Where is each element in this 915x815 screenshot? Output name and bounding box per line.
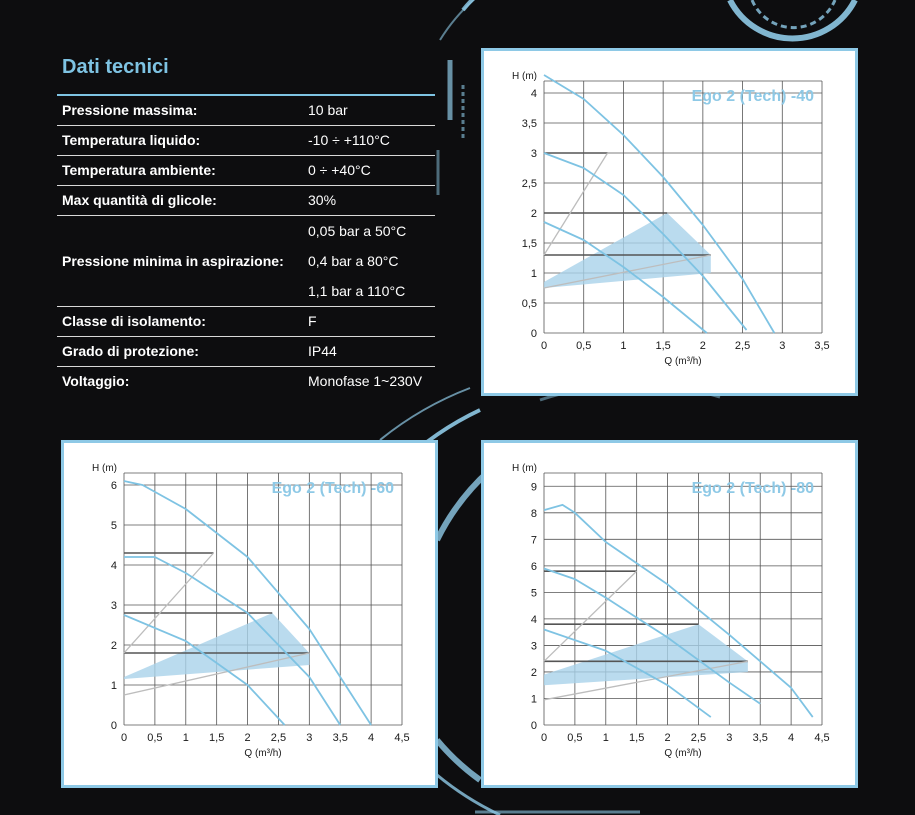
y-tick-label: 1 (530, 693, 537, 706)
spec-label: Temperatura ambiente: (57, 155, 308, 185)
spec-row (57, 95, 435, 125)
y-tick-label: 3 (110, 600, 117, 612)
operating-area (544, 213, 711, 288)
y-axis-label: H (m) (92, 463, 117, 474)
y-tick-label: 0 (530, 720, 537, 732)
y-tick-label: 1 (530, 268, 537, 280)
chart-ego2-60 (64, 443, 435, 785)
x-tick-label: 2,5 (270, 732, 287, 744)
chart-panel-ego2-80 (481, 440, 858, 788)
x-tick-label: 1 (620, 340, 627, 352)
x-tick-label: 1,5 (655, 340, 671, 352)
y-tick-label: 4 (530, 613, 537, 626)
spec-row (57, 336, 435, 366)
x-tick-label: 3,5 (752, 732, 768, 744)
x-tick-label: 4 (368, 732, 375, 744)
y-tick-label: 9 (530, 481, 537, 494)
spec-row (57, 125, 435, 155)
section-title: Dati tecnici (62, 56, 169, 78)
y-tick-label: 8 (530, 507, 537, 520)
specs-table (57, 94, 435, 396)
x-axis-label: Q (m³/h) (244, 748, 282, 759)
chart-panel-ego2-40 (481, 48, 858, 396)
x-tick-label: 1 (182, 732, 189, 744)
chart-title: Ego 2 (Tech) -60 (271, 480, 394, 497)
control-line-proportional-high (544, 153, 608, 255)
spec-value: 10 bar (308, 95, 435, 125)
spec-value: Monofase 1~230V (308, 366, 435, 396)
spec-row (57, 306, 435, 336)
y-tick-label: 1,5 (521, 238, 537, 250)
x-tick-label: 1 (602, 732, 609, 744)
y-axis-label: H (m) (512, 71, 537, 82)
x-axis-label: Q (m³/h) (664, 356, 702, 367)
spec-label: Pressione massima: (57, 95, 308, 125)
x-tick-label: 0,5 (567, 732, 583, 744)
y-tick-label: 6 (530, 560, 537, 573)
chart-title: Ego 2 (Tech) -80 (691, 480, 814, 497)
x-tick-label: 0,5 (576, 340, 592, 352)
chart-ego2-80 (484, 443, 855, 785)
x-tick-label: 1,5 (629, 732, 645, 744)
y-tick-label: 3,5 (521, 118, 537, 130)
x-tick-label: 4 (788, 732, 795, 744)
y-tick-label: 5 (110, 520, 117, 532)
spec-row (57, 185, 435, 215)
x-tick-label: 3 (306, 732, 313, 744)
x-tick-label: 1,5 (209, 732, 225, 744)
x-tick-label: 2,5 (734, 340, 751, 352)
spec-row (57, 155, 435, 185)
y-axis-label: H (m) (512, 463, 537, 474)
y-tick-label: 1 (110, 680, 117, 692)
x-tick-label: 2,5 (690, 732, 707, 744)
chart-title: Ego 2 (Tech) -40 (691, 88, 814, 105)
x-tick-label: 4,5 (394, 732, 410, 744)
spec-label: Max quantità di glicole: (57, 185, 308, 215)
spec-label: Classe di isolamento: (57, 306, 308, 336)
x-tick-label: 4,5 (814, 732, 830, 744)
y-tick-label: 4 (110, 560, 117, 572)
spec-value: 1,1 bar a 110°C (308, 282, 406, 299)
y-tick-label: 6 (110, 480, 117, 492)
x-tick-label: 0 (540, 732, 548, 744)
y-tick-label: 2,5 (521, 178, 537, 190)
x-tick-label: 2 (699, 340, 706, 352)
spec-row (57, 366, 435, 396)
x-tick-label: 2 (664, 732, 671, 744)
curve-max (544, 505, 813, 717)
y-tick-label: 3 (530, 148, 537, 160)
x-tick-label: 0 (540, 340, 548, 352)
spec-label: Pressione minima in aspirazione: (57, 215, 308, 306)
x-tick-label: 0,5 (147, 732, 163, 744)
spec-value: -10 ÷ +110°C (308, 125, 435, 155)
spec-value: 0,05 bar a 50°C (308, 215, 435, 246)
spec-row (57, 215, 435, 246)
chart-panel-ego2-60 (61, 440, 438, 788)
y-tick-label: 0 (530, 328, 537, 340)
control-line-proportional-high (124, 553, 214, 653)
chart-ego2-40 (484, 51, 855, 393)
spec-value: 0,4 bar a 80°C (308, 252, 399, 269)
y-tick-label: 7 (530, 534, 537, 547)
y-tick-label: 2 (530, 208, 537, 220)
spec-value: F (308, 306, 435, 336)
y-tick-label: 0 (110, 720, 117, 732)
x-tick-label: 3,5 (332, 732, 348, 744)
spec-value: IP44 (308, 336, 435, 366)
y-tick-label: 2 (530, 666, 537, 679)
x-axis-label: Q (m³/h) (664, 748, 702, 759)
x-tick-label: 0 (120, 732, 128, 744)
spec-label: Voltaggio: (57, 366, 308, 396)
x-tick-label: 3 (726, 732, 733, 744)
curve-mid (544, 568, 760, 703)
y-tick-label: 3 (530, 640, 537, 653)
control-line-proportional-high (544, 571, 637, 661)
x-tick-label: 3 (779, 340, 786, 352)
x-tick-label: 2 (244, 732, 251, 744)
spec-value: 0 ÷ +40°C (308, 155, 435, 185)
y-tick-label: 2 (110, 640, 117, 652)
y-tick-label: 0,5 (521, 298, 537, 310)
spec-label: Temperatura liquido: (57, 125, 308, 155)
y-tick-label: 4 (530, 88, 537, 100)
y-tick-label: 5 (530, 587, 537, 600)
x-tick-label: 3,5 (814, 340, 830, 352)
spec-label: Grado di protezione: (57, 336, 308, 366)
spec-value: 30% (308, 185, 435, 215)
